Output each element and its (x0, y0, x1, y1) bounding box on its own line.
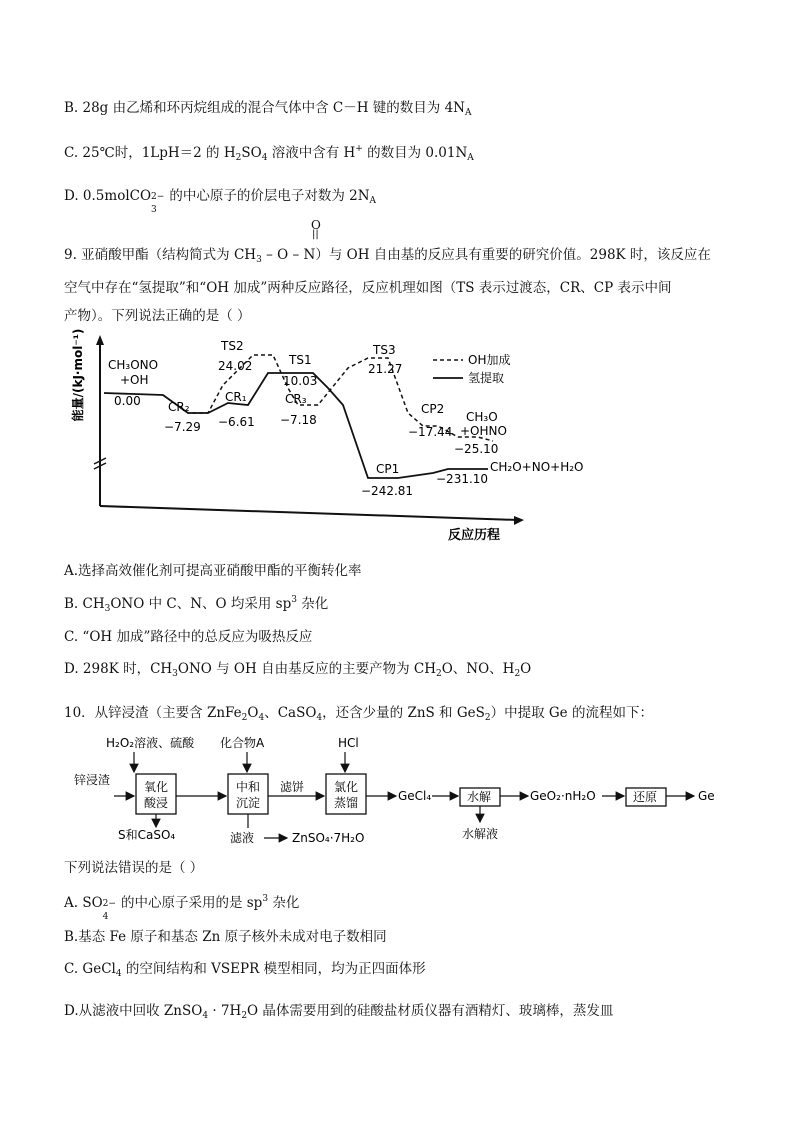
q10-option-a-text: A. SO (64, 895, 103, 911)
filtrate-label: 滤液 (230, 831, 255, 845)
q9-option-b (64, 592, 328, 612)
cp2-value: −17.44 (408, 425, 453, 439)
q10-option-b: B.基态 Fe 原子和基态 Zn 原子核外未成对电子数相同 (64, 929, 387, 945)
superscript: 3 (291, 595, 297, 605)
step-label: 水解 (467, 790, 492, 804)
q9-option-b-text: ONO 中 C、N、O 均采用 sp (110, 596, 292, 612)
q8-option-c-text: SO (241, 145, 262, 161)
q9-text: 9. 亚硝酸甲酯（结构简式为 CH (64, 247, 257, 263)
subscript: A (467, 153, 474, 163)
q10-option-c (64, 957, 426, 977)
cr2-label: CR₂ (168, 400, 190, 414)
q8-option-d (64, 184, 377, 215)
q8-option-c-text: 溶液中含有 H (267, 145, 356, 161)
filter-cake-label: 滤饼 (280, 780, 305, 794)
reactant-value: 0.00 (114, 394, 141, 408)
q10-text: 10．从锌浸渣（主要含 ZnFe (64, 705, 242, 721)
q10-text: ）中提取 Ge 的流程如下： (490, 705, 653, 721)
zinc-sulfate-product: ZnSO₄·7H₂O (292, 831, 365, 845)
q10-option-c-text: 的空间结构和 VSEPR 模型相同，均为正四面体形 (121, 961, 426, 977)
subscript: A (369, 196, 377, 206)
step-label: 沉淀 (236, 796, 261, 810)
subscript: 2 (435, 669, 442, 679)
q10-option-c-text: C. GeCl (64, 961, 116, 977)
x-axis-label: 反应历程 (447, 528, 500, 543)
geo2-label: GeO₂·nH₂O (530, 789, 596, 803)
cr3-label: CR₃ (285, 392, 307, 406)
process-flow-chart (72, 732, 732, 850)
superscript: + (355, 144, 363, 154)
superscript: 3 (262, 894, 269, 904)
q8-option-c-text: C. 25℃时，1LpH＝2 的 H (64, 145, 236, 161)
x-axis-arrow (514, 516, 524, 525)
legend-oh-addition: OH加成 (468, 353, 511, 367)
superscript: 2− (151, 192, 165, 202)
gecl4-label: GeCl₄ (398, 789, 432, 803)
q10-question: 下列说法错误的是（ ） (64, 860, 204, 876)
subscript: 2 (514, 669, 521, 679)
ts1-value: 10.03 (283, 374, 318, 388)
step-label: 氧化 (144, 780, 169, 794)
subscript: 4 (202, 1011, 209, 1021)
q10-stem (64, 701, 653, 721)
cr1-value: −6.61 (218, 415, 255, 429)
subscript: 3 (104, 604, 111, 614)
q9-text: – O – N）与 OH 自由基的反应具有重要的研究价值。298K 时，该反应在 (261, 247, 711, 263)
subscript: 4 (258, 713, 265, 723)
structure-double-bond: || (312, 229, 319, 240)
product1-label: CH₃O (466, 410, 498, 424)
q9-option-c: C. “OH 加成”路径中的总反应为吸热反应 (64, 629, 313, 645)
subscript: 2 (241, 713, 248, 723)
product1-value: −25.10 (454, 442, 499, 456)
q10-option-d-text: · 7H (208, 1003, 242, 1019)
q8-option-d-text: 的中心原子的价层电子对数为 2N (165, 188, 370, 204)
ts3-label: TS3 (373, 343, 396, 357)
ts3-value: 21.27 (368, 362, 403, 376)
legend-hydrogen-abstraction: 氢提取 (468, 371, 505, 385)
subscript: A (465, 108, 472, 118)
cr2-value: −7.29 (164, 420, 201, 434)
q10-option-d (64, 999, 613, 1019)
q9-option-d-text: O (520, 661, 532, 677)
q8-option-c-text: 的数目为 0.01N (362, 145, 468, 161)
cp2-label: CP2 (421, 402, 445, 416)
product2-value: −231.10 (436, 472, 489, 486)
subscript: 3 (256, 255, 262, 265)
subscript: 3 (151, 205, 157, 215)
y-axis-arrow (96, 335, 104, 345)
q10-text: 、CaSO (264, 705, 317, 721)
step-label: 酸浸 (144, 796, 169, 810)
step-label: 蒸馏 (334, 796, 359, 810)
subscript: 4 (261, 153, 268, 163)
energy-diagram (68, 328, 584, 543)
byproduct-1: S和CaSO₄ (118, 828, 176, 842)
q9-stem-line3: 产物）。下列说法正确的是（ ） (64, 308, 251, 324)
subscript: 4 (316, 713, 323, 723)
input-reagent-1: H₂O₂溶液、硫酸 (106, 736, 195, 750)
ts2-value: 24.02 (218, 359, 253, 373)
ts2-label: TS2 (221, 339, 244, 353)
q8-option-b (64, 96, 472, 116)
x-axis (100, 506, 518, 520)
q9-option-b-text: B. CH (64, 596, 105, 612)
q10-option-d-text: D.从滤液中回收 ZnSO (64, 1003, 203, 1019)
final-product: Ge (698, 789, 715, 803)
reactant-label: CH₃ONO (108, 358, 159, 372)
superscript: 2− (102, 899, 116, 909)
q10-option-d-text: O 晶体需要用到的硅酸盐材质仪器有酒精灯、玻璃棒，蒸发皿 (247, 1003, 614, 1019)
structure-oxygen: O (311, 218, 321, 232)
cp1-label: CP1 (376, 462, 400, 476)
subscript: 2 (241, 1011, 248, 1021)
step-label: 氯化 (334, 780, 359, 794)
reactant-label: +OH (120, 373, 149, 387)
q8-option-d-text: D. 0.5molCO (64, 188, 152, 204)
cp1-value: −242.81 (361, 484, 414, 498)
start-material: 锌浸渣 (74, 773, 111, 787)
q9-option-d (64, 657, 531, 677)
subscript: 2 (235, 153, 242, 163)
subscript: 4 (115, 969, 122, 979)
hydrolysis-liquid: 水解液 (462, 827, 499, 841)
q8-option-b-text: B. 28g 由乙烯和环丙烷组成的混合气体中含 C－H 键的数目为 4N (64, 100, 465, 116)
step-label: 还原 (633, 790, 658, 804)
input-reagent-3: HCl (338, 736, 359, 750)
cr3-value: −7.18 (280, 413, 317, 427)
q10-text: O (247, 705, 259, 721)
input-reagent-2: 化合物A (220, 736, 265, 750)
subscript: 3 (172, 669, 178, 679)
q9-option-b-text: 杂化 (296, 596, 329, 612)
product2-label: CH₂O+NO+H₂O (490, 460, 584, 474)
q9-option-d-text: D. 298K 时，CH (64, 661, 173, 677)
q10-option-a-text: 的中心原子采用的是 sp (116, 895, 263, 911)
ts1-label: TS1 (289, 353, 312, 367)
q10-option-a-text: 杂化 (268, 895, 300, 911)
q10-text: ，还含少量的 ZnS 和 GeS (322, 705, 485, 721)
q9-option-a: A.选择高效催化剂可提高亚硝酸甲酯的平衡转化率 (64, 563, 362, 579)
q8-option-c (64, 141, 474, 161)
cr1-label: CR₁ (225, 390, 247, 404)
y-axis-label: 能量/(kJ·mol⁻¹) (71, 328, 85, 422)
q10-option-a (64, 891, 300, 922)
q9-option-d-text: O、NO、H (441, 661, 515, 677)
subscript: 4 (102, 912, 109, 922)
q9-stem-line2: 空气中存在“氢提取”和“OH 加成”两种反应路径，反应机理如图（TS 表示过渡态，CR、CP 表示中间 (64, 280, 672, 296)
q9-stem-line1 (64, 243, 711, 263)
step-label: 中和 (236, 780, 261, 794)
subscript: 2 (484, 713, 491, 723)
q9-option-d-text: ONO 与 OH 自由基反应的主要产物为 CH (177, 661, 436, 677)
product1-label: +OHNO (460, 424, 507, 438)
